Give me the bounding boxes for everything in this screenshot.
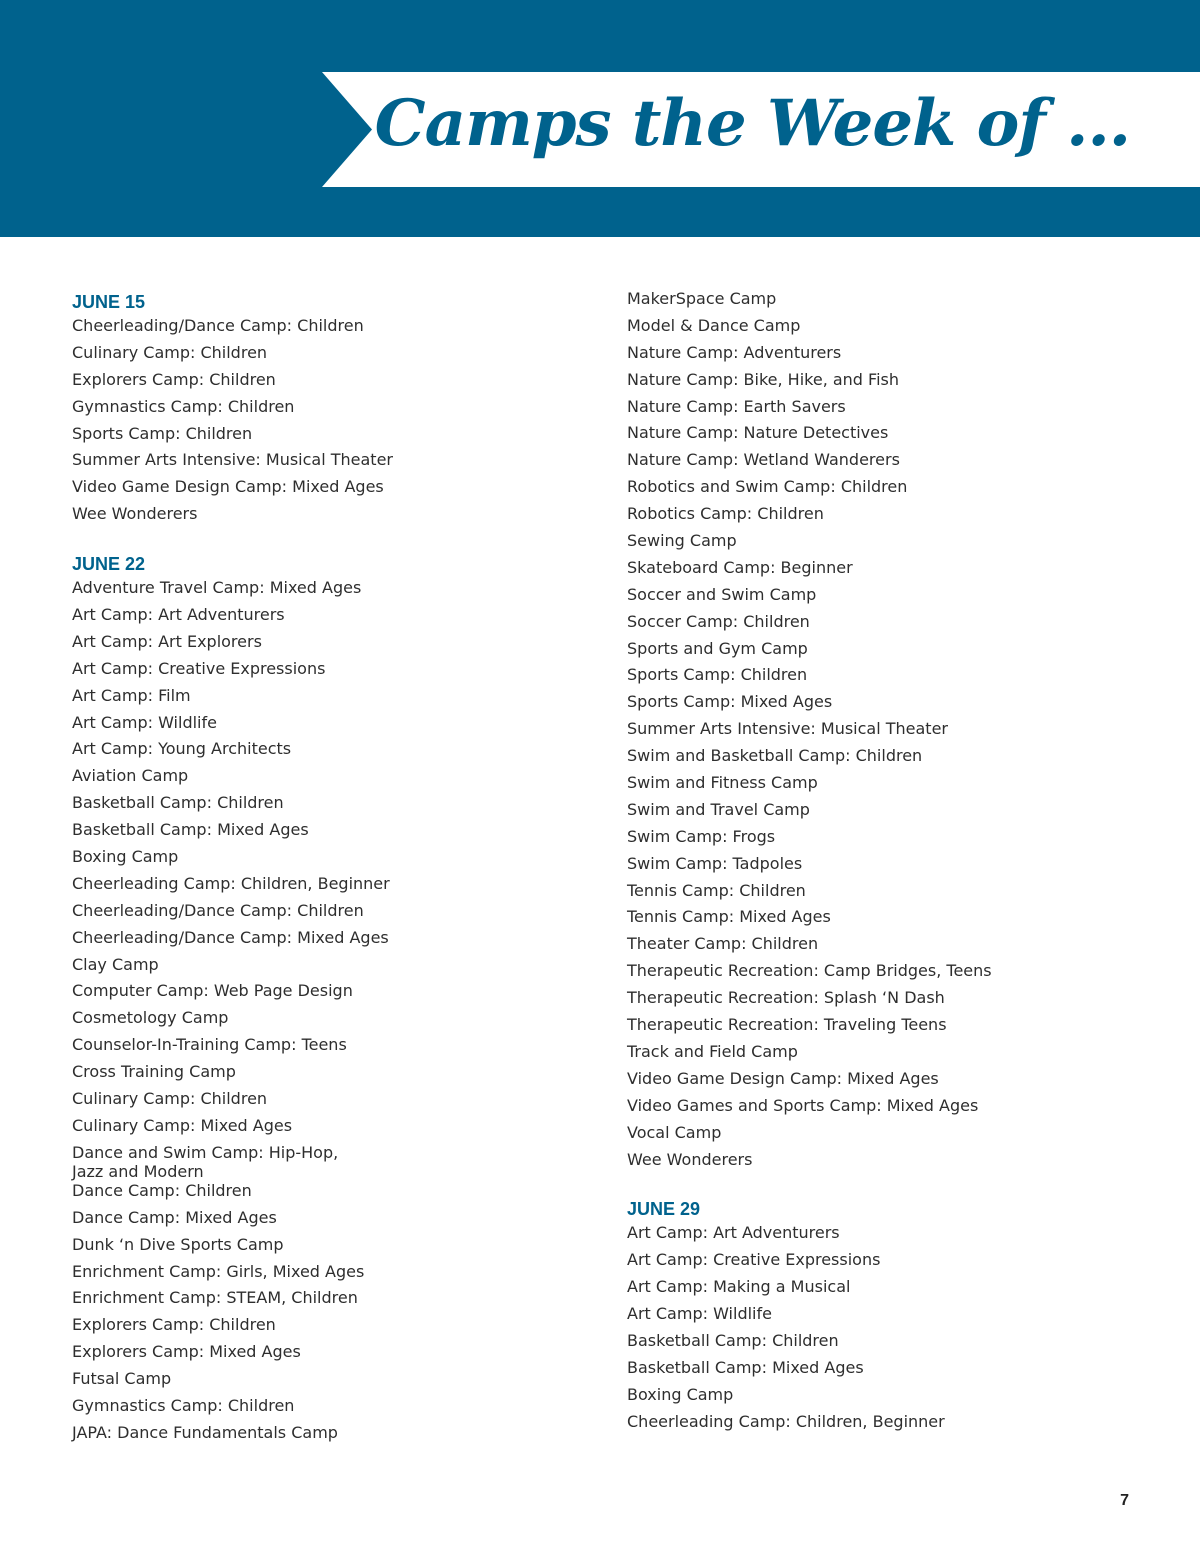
camp-item: Video Game Design Camp: Mixed Ages bbox=[627, 1068, 939, 1088]
camp-item: Art Camp: Making a Musical bbox=[627, 1277, 851, 1297]
camp-item: Sports Camp: Children bbox=[627, 665, 808, 685]
camp-item: Art Camp: Art Adventurers bbox=[627, 1223, 840, 1243]
camp-item: Enrichment Camp: STEAM, Children bbox=[72, 1288, 358, 1308]
camp-item: Art Camp: Wildlife bbox=[627, 1304, 772, 1324]
camp-item: Cross Training Camp bbox=[72, 1062, 236, 1082]
camp-item: Basketball Camp: Mixed Ages bbox=[72, 820, 309, 840]
camp-item: Swim and Travel Camp bbox=[627, 799, 810, 819]
camp-item: Therapeutic Recreation: Traveling Teens bbox=[627, 1015, 947, 1035]
camp-item: Counselor-In-Training Camp: Teens bbox=[72, 1035, 347, 1055]
camp-item: Explorers Camp: Children bbox=[72, 369, 276, 389]
camp-item: Soccer and Swim Camp bbox=[627, 584, 817, 604]
week-heading: JUNE 29 bbox=[627, 1199, 701, 1220]
camp-item: JAPA: Dance Fundamentals Camp bbox=[72, 1422, 338, 1442]
camp-item: Nature Camp: Earth Savers bbox=[627, 396, 846, 416]
camp-list bbox=[627, 289, 1087, 1176]
camp-item: Explorers Camp: Mixed Ages bbox=[72, 1342, 301, 1362]
week-heading: JUNE 22 bbox=[72, 554, 146, 575]
camp-item: Art Camp: Wildlife bbox=[72, 712, 217, 732]
camp-item: Gymnastics Camp: Children bbox=[72, 396, 295, 416]
camp-item: Gymnastics Camp: Children bbox=[72, 1395, 295, 1415]
camp-item: Tennis Camp: Children bbox=[627, 880, 806, 900]
camp-item: Cheerleading/Dance Camp: Mixed Ages bbox=[72, 927, 389, 947]
camp-item: Swim Camp: Tadpoles bbox=[627, 853, 803, 873]
camp-item: Nature Camp: Adventurers bbox=[627, 342, 842, 362]
camp-item: Cheerleading/Dance Camp: Children bbox=[72, 316, 364, 335]
camp-item: Art Camp: Art Explorers bbox=[72, 631, 262, 651]
camp-item: Nature Camp: Wetland Wanderers bbox=[627, 450, 900, 470]
camp-item: Robotics and Swim Camp: Children bbox=[627, 477, 908, 497]
camp-item: Dance Camp: Children bbox=[72, 1180, 252, 1200]
camp-item: Wee Wonderers bbox=[72, 504, 198, 524]
camp-item: Sports and Gym Camp bbox=[627, 638, 808, 658]
camp-item: Swim and Fitness Camp bbox=[627, 773, 818, 793]
right-column bbox=[627, 289, 1087, 1459]
camp-item: Theater Camp: Children bbox=[627, 934, 819, 954]
camp-item: Clay Camp bbox=[72, 954, 159, 974]
camp-item: Art Camp: Young Architects bbox=[72, 739, 292, 759]
week-section bbox=[627, 289, 1087, 1176]
camp-item: Cosmetology Camp bbox=[72, 1008, 229, 1028]
camp-item: Art Camp: Creative Expressions bbox=[72, 658, 326, 678]
camp-item: Boxing Camp bbox=[627, 1384, 734, 1404]
camp-item: Basketball Camp: Children bbox=[627, 1330, 839, 1350]
camp-item: Summer Arts Intensive: Musical Theater bbox=[627, 719, 948, 739]
camp-item: Therapeutic Recreation: Splash ‘N Dash bbox=[627, 988, 945, 1008]
camp-list bbox=[627, 1223, 1087, 1438]
camp-item: Dance Camp: Mixed Ages bbox=[72, 1207, 277, 1227]
camp-item: MakerSpace Camp bbox=[627, 289, 777, 308]
camp-item: Soccer Camp: Children bbox=[627, 611, 810, 631]
camp-item: Robotics Camp: Children bbox=[627, 504, 824, 524]
camp-item: Track and Field Camp bbox=[627, 1041, 798, 1061]
week-heading: JUNE 15 bbox=[72, 292, 146, 312]
camp-item: Video Game Design Camp: Mixed Ages bbox=[72, 477, 384, 497]
camp-item: Wee Wonderers bbox=[627, 1149, 753, 1169]
camp-item: Vocal Camp bbox=[627, 1122, 722, 1142]
camp-item: Video Games and Sports Camp: Mixed Ages bbox=[627, 1095, 979, 1115]
camp-item: Art Camp: Film bbox=[72, 685, 191, 705]
camp-item: Art Camp: Creative Expressions bbox=[627, 1250, 881, 1270]
camp-item: Nature Camp: Nature Detectives bbox=[627, 423, 889, 443]
camp-item: Summer Arts Intensive: Musical Theater bbox=[72, 450, 393, 470]
camp-item: Sports Camp: Children bbox=[72, 423, 253, 443]
camp-item: Tennis Camp: Mixed Ages bbox=[627, 907, 831, 927]
camp-item: Basketball Camp: Children bbox=[72, 793, 284, 813]
camp-item: Cheerleading Camp: Children, Beginner bbox=[627, 1411, 945, 1431]
week-section bbox=[72, 289, 532, 531]
camp-item: Aviation Camp bbox=[72, 766, 189, 786]
camp-item: Adventure Travel Camp: Mixed Ages bbox=[72, 578, 362, 598]
camp-item: Culinary Camp: Children bbox=[72, 1089, 268, 1109]
camp-item: Futsal Camp bbox=[72, 1369, 172, 1389]
title-banner bbox=[322, 72, 1200, 187]
camp-item: Sewing Camp bbox=[627, 531, 737, 551]
camp-item: Nature Camp: Bike, Hike, and Fish bbox=[627, 369, 900, 389]
camp-item: Culinary Camp: Mixed Ages bbox=[72, 1115, 293, 1135]
camp-list bbox=[72, 578, 532, 1450]
camp-item: Swim and Basketball Camp: Children bbox=[627, 746, 923, 766]
left-column bbox=[72, 289, 532, 1470]
camp-item: Boxing Camp bbox=[72, 847, 179, 867]
page-number: 7 bbox=[1120, 1492, 1129, 1509]
camp-item: Dunk ‘n Dive Sports Camp bbox=[72, 1234, 284, 1254]
camp-item: Basketball Camp: Mixed Ages bbox=[627, 1357, 864, 1377]
camp-item: Art Camp: Art Adventurers bbox=[72, 605, 285, 625]
camp-item: Explorers Camp: Children bbox=[72, 1315, 276, 1335]
page-title: Camps the Week of ... bbox=[374, 86, 1130, 161]
camp-item: Cheerleading Camp: Children, Beginner bbox=[72, 873, 390, 893]
camp-item: Computer Camp: Web Page Design bbox=[72, 981, 353, 1001]
camp-item: Swim Camp: Frogs bbox=[627, 826, 776, 846]
camp-item: Sports Camp: Mixed Ages bbox=[627, 692, 833, 712]
week-section bbox=[627, 1196, 1087, 1438]
camp-list bbox=[72, 316, 532, 531]
camp-item: Cheerleading/Dance Camp: Children bbox=[72, 900, 364, 920]
camp-item: Model & Dance Camp bbox=[627, 315, 801, 335]
camp-item: Enrichment Camp: Girls, Mixed Ages bbox=[72, 1261, 365, 1281]
camp-item: Culinary Camp: Children bbox=[72, 342, 268, 362]
camp-item: Therapeutic Recreation: Camp Bridges, Teens bbox=[627, 961, 992, 981]
camp-item: Dance and Swim Camp: Hip-Hop, Jazz and Modern bbox=[72, 1142, 339, 1181]
week-section bbox=[72, 551, 532, 1450]
camp-item: Skateboard Camp: Beginner bbox=[627, 557, 853, 577]
